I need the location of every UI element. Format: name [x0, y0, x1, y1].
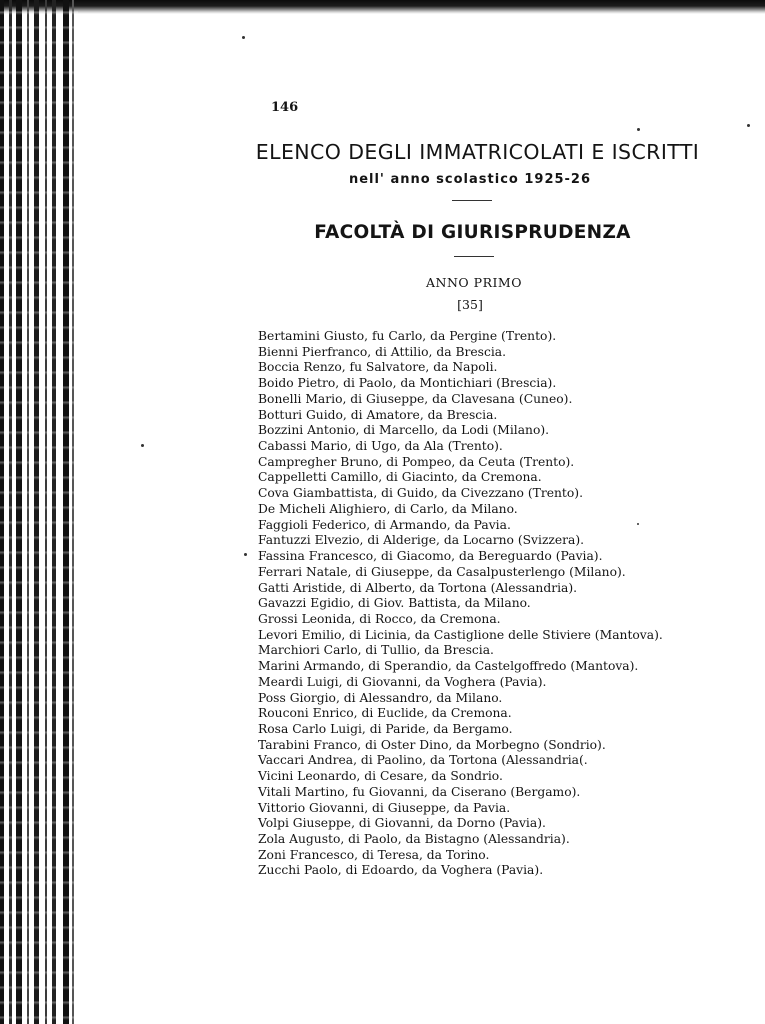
scan-speck — [637, 128, 640, 131]
student-entry: Poss Giorgio, di Alessandro, da Milano. — [258, 690, 503, 705]
scan-speck — [242, 36, 245, 39]
student-entry: Levori Emilio, di Licinia, da Castiglione delle Stiviere (Mantova). — [258, 627, 663, 642]
year-heading: ANNO PRIMO — [426, 275, 522, 290]
student-entry: Botturi Guido, di Amatore, da Brescia. — [258, 407, 498, 422]
student-entry: Vaccari Andrea, di Paolino, da Tortona (Alessandria(. — [258, 753, 588, 768]
student-entry: De Micheli Alighiero, di Carlo, da Milano. — [258, 501, 518, 516]
student-entry: Grossi Leonida, di Rocco, da Cremona. — [258, 611, 501, 626]
student-entry: Cappelletti Camillo, di Giacinto, da Cremona. — [258, 470, 542, 485]
scan-binding-margin — [0, 0, 78, 1024]
student-entry: Faggioli Federico, di Armando, da Pavia. — [258, 517, 511, 532]
student-entry: Bienni Pierfranco, di Attilio, da Brescia. — [258, 344, 507, 359]
student-entry: Zoni Francesco, di Teresa, da Torino. — [258, 847, 490, 862]
student-entry: Bozzini Antonio, di Marcello, da Lodi (Milano). — [258, 423, 550, 438]
student-entry: Volpi Giuseppe, di Giovanni, da Dorno (Pavia). — [258, 816, 546, 831]
student-entry: Marchiori Carlo, di Tullio, da Brescia. — [258, 643, 494, 658]
student-entry: Boido Pietro, di Paolo, da Montichiari (Brescia). — [258, 376, 557, 391]
student-entry: Rouconi Enrico, di Euclide, da Cremona. — [258, 706, 512, 721]
faculty-divider — [454, 256, 494, 257]
student-entry: Vitali Martino, fu Giovanni, da Ciserano (Bergamo). — [258, 784, 581, 799]
student-entry: Vicini Leonardo, di Cesare, da Sondrio. — [258, 769, 503, 784]
student-entry: Meardi Luigi, di Giovanni, da Voghera (Pavia). — [258, 674, 547, 689]
student-list — [258, 329, 663, 879]
list-title: ELENCO DEGLI IMMATRICOLATI E ISCRITTI — [255, 140, 700, 164]
scan-speck — [141, 444, 144, 447]
scan-top-border — [0, 0, 765, 14]
student-entry: Bonelli Mario, di Giuseppe, da Clavesana (Cuneo). — [258, 391, 573, 406]
student-entry: Ferrari Natale, di Giuseppe, da Casalpusterlengo (Milano). — [258, 564, 626, 579]
student-count: [35] — [457, 297, 483, 312]
student-entry: Cova Giambattista, di Guido, da Civezzano (Trento). — [258, 486, 583, 501]
student-entry: Vittorio Giovanni, di Giuseppe, da Pavia. — [258, 800, 511, 815]
student-entry: Tarabini Franco, di Oster Dino, da Morbegno (Sondrio). — [258, 737, 606, 752]
title-divider — [452, 200, 492, 201]
student-entry: Rosa Carlo Luigi, di Paride, da Bergamo. — [258, 721, 513, 736]
faculty-heading: FACOLTÀ DI GIURISPRUDENZA — [314, 222, 631, 243]
scan-speck — [637, 523, 639, 525]
student-entry: Bertamini Giusto, fu Carlo, da Pergine (Trento). — [258, 329, 557, 343]
student-entry: Campregher Bruno, di Pompeo, da Ceuta (Trento). — [258, 454, 575, 469]
list-subtitle: nell' anno scolastico 1925-26 — [348, 172, 592, 187]
student-entry: Marini Armando, di Sperandio, da Castelgoffredo (Mantova). — [258, 659, 639, 674]
student-entry: Gatti Aristide, di Alberto, da Tortona (Alessandria). — [258, 580, 578, 595]
scan-speck — [244, 553, 247, 556]
student-entry: Zola Augusto, di Paolo, da Bistagno (Alessandria). — [258, 832, 570, 846]
student-entry: Boccia Renzo, fu Salvatore, da Napoli. — [258, 360, 498, 375]
student-entry: Fantuzzi Elvezio, di Alderige, da Locarno (Svizzera). — [258, 533, 585, 548]
page-number: 146 — [271, 100, 299, 115]
student-entry: Gavazzi Egidio, di Giov. Battista, da Milano. — [258, 596, 531, 611]
student-entry: Cabassi Mario, di Ugo, da Ala (Trento). — [258, 439, 503, 454]
student-entry: Zucchi Paolo, di Edoardo, da Voghera (Pavia). — [258, 863, 544, 878]
student-entry: Fassina Francesco, di Giacomo, da Bereguardo (Pavia). — [258, 549, 603, 564]
scan-speck — [747, 124, 750, 127]
